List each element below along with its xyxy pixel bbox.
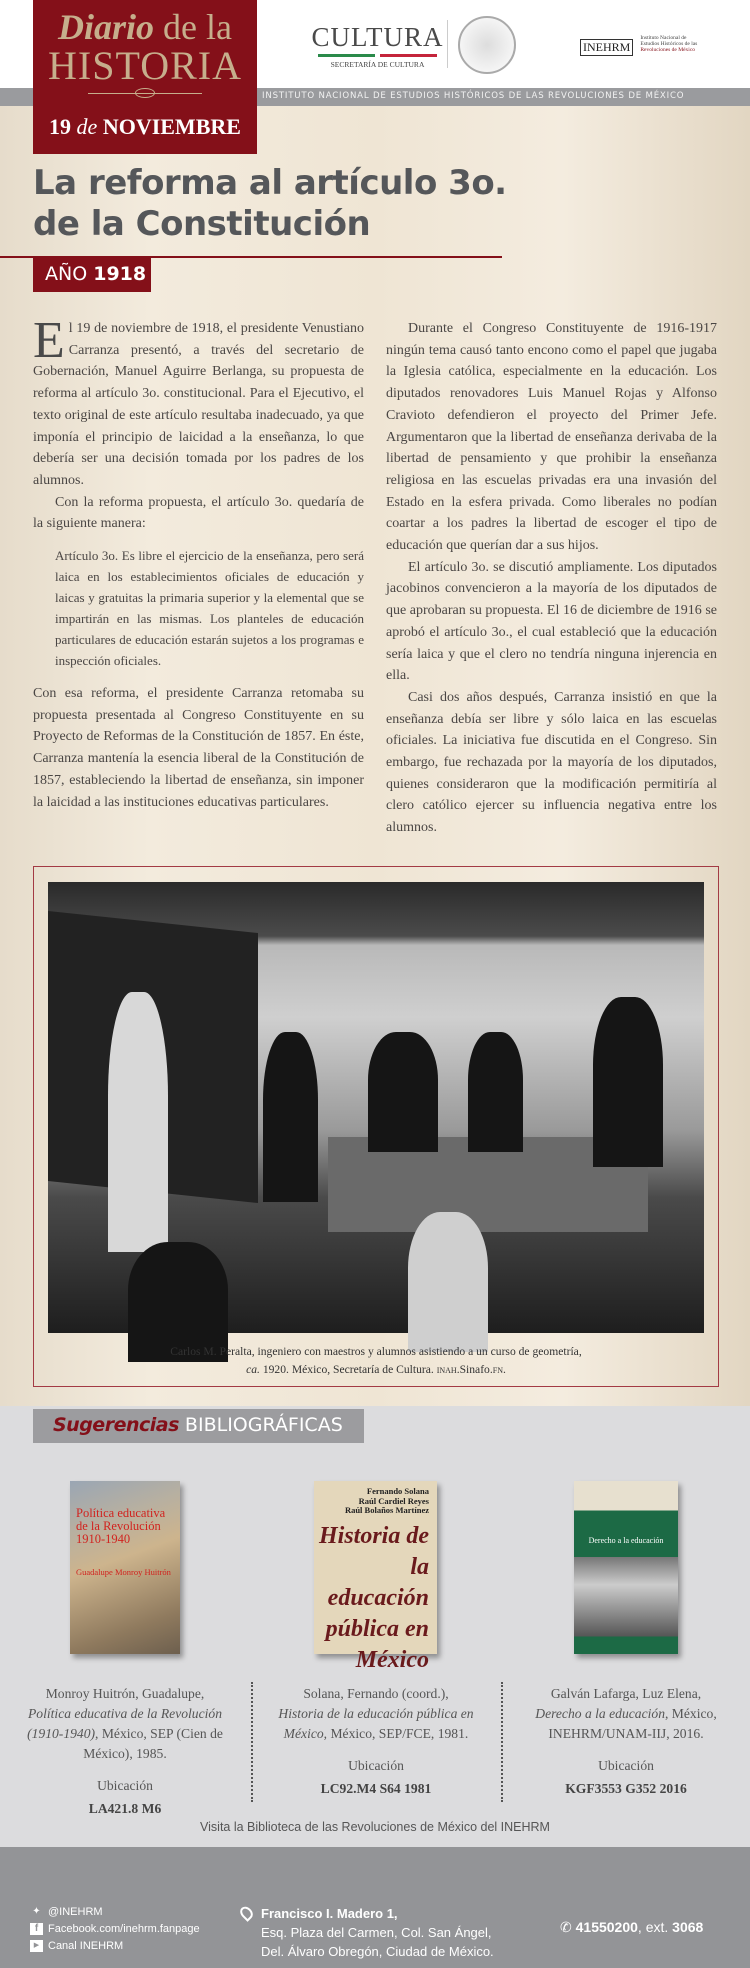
paragraph: Casi dos años después, Carranza insistió en que la enseñanza debía ser libre y sólo laica en las escuelas oficiales. La iniciativa fue discutida en el Congreso. Sin embargo, fue rechazada por la mayoría de los diputados, quienes consideraron que la modificación permitiría al clero católico ejercer su influencia negativa entre los alumnos.	[386, 689, 717, 836]
article-title: La reforma al artículo 3o. de la Constitución	[33, 163, 507, 244]
year-badge: AÑO 1918	[33, 258, 151, 292]
paragraph: Con la reforma propuesta, el artículo 3o. quedaría de la siguiente manera:	[33, 494, 364, 532]
national-seal-icon	[458, 16, 516, 74]
bibliography-section	[0, 1406, 750, 1847]
book-cover[interactable]: Política educativa de la Revolución 1910-1940 Guadalupe Monroy Huitrón	[70, 1481, 180, 1654]
institute-band: INSTITUTO NACIONAL DE ESTUDIOS HISTÓRICOS DE LAS REVOLUCIONES DE MÉXICO	[0, 88, 750, 106]
book-citation: Galván Lafarga, Luz Elena, Derecho a la educación, México, INEHRM/UNAM-IIJ, 2016. Ubicación KGF3553 G352 2016	[535, 1686, 717, 1796]
divider	[251, 1682, 253, 1802]
facebook-link[interactable]: f Facebook.com/inehrm.fanpage	[30, 1921, 200, 1938]
youtube-icon: ▶	[30, 1940, 43, 1952]
paragraph: El 19 de noviembre de 1918, el presidente Venustiano Carranza presentó, a través del secretario de Gobernación, Manuel Aguirre Berlanga, su propuesta de reforma al artículo 3o. constitucional. Para el Ejecutivo, el texto original de este artículo resultaba inadecuado, ya que imponía el principio de laicidad a la enseñanza, lo que debería ser una decisión tomada por los padres de los alumnos.	[33, 312, 364, 488]
book-cover[interactable]: Derecho a la educación	[574, 1481, 678, 1654]
masthead: Diario de la HISTORIA 19 de NOVIEMBRE	[33, 0, 257, 154]
phone-icon: ✆	[560, 1919, 576, 1935]
phone: ✆ 41550200, ext. 3068	[560, 1919, 704, 1935]
paragraph: El artículo 3o. se discutió ampliamente. Los diputados jacobinos convencieron a la mayoría de los diputados de que aprobaran su propuesta. El 16 de diciembre de 1916 se aprobó el artículo 3o., el cual estableció que la educación sería laica y que el clero no tendría ninguna injerencia en ella.	[386, 559, 717, 684]
photo-caption: Carlos M. Peralta, ingeniero con maestros y alumnos asistiendo a un curso de geometría, ca. 1920. México, Secretaría de Cultura. inah.Sinafo.fn.	[170, 1345, 582, 1376]
youtube-link[interactable]: ▶ Canal INEHRM	[30, 1938, 200, 1955]
cultura-logo[interactable]: CULTURA SECRETARÍA DE CULTURA	[311, 22, 444, 69]
book-citation: Monroy Huitrón, Guadalupe, Política educativa de la Revolución (1910-1940), México, SEP (Cien de México), 1985. Ubicación LA421.8 M6	[27, 1686, 223, 1816]
divider	[501, 1682, 503, 1802]
historical-photo	[48, 882, 704, 1333]
logo-divider	[447, 20, 448, 68]
article-column-left	[33, 312, 364, 813]
date: 19 de NOVIEMBRE	[49, 114, 241, 139]
photo-frame	[33, 866, 719, 1387]
quote: Artículo 3o. Es libre el ejercicio de la enseñanza, pero será laica en los establecimientos oficiales de educación y laicas y gratuitas la primaria superior y la elemental que se impartirán en las mismas. Los planteles de educación particulares de educación estarán sujetos a los programas e inspección oficiales.	[55, 548, 364, 669]
flag-bar	[318, 54, 437, 57]
twitter-link[interactable]: ✦ @INEHRM	[30, 1904, 200, 1921]
twitter-icon: ✦	[32, 1906, 41, 1918]
paragraph: Durante el Congreso Constituyente de 1916-1917 ningún tema causó tanto encono como el papel que jugaba la Iglesia católica, especialmente en la educación. Los diputados renovadores Luis Manuel Rojas y Alfonso Cravioto defendieron el proyecto del Primer Jefe. Argumentaron que la libertad de enseñanza derivaba de la libertad de pensamiento y que prohibir la enseñanza religiosa en las escuelas privadas era una invasión del Estado en la esfera privada. Como liberales no podían coartar a los padres la libertad de escoger el tipo de educación que querían dar a sus hijos.	[386, 321, 717, 554]
library-link[interactable]: Visita la Biblioteca de las Revoluciones de México del INEHRM	[200, 1820, 550, 1834]
location-pin-icon	[238, 1904, 256, 1922]
footer	[0, 1847, 750, 1968]
ornament-icon	[88, 93, 202, 94]
book-citation: Solana, Fernando (coord.), Historia de la educación pública en México, México, SEP/FCE, 1981. Ubicación LC92.M4 S64 1981	[278, 1686, 474, 1796]
social-links	[30, 1904, 200, 1955]
paragraph: Con esa reforma, el presidente Carranza retomaba su propuesta presentada al Congreso Constituyente en su Proyecto de Reformas de la Constitución de 1857. En éste, Carranza mantenía la esencia liberal de la Constitución de 1857, estableciendo la libertad de enseñanza, sin imponer la laicidad a las instituciones educativas particulares.	[33, 686, 364, 810]
section-heading: Sugerencias BIBLIOGRÁFICAS	[33, 1409, 364, 1443]
facebook-icon: f	[30, 1923, 43, 1935]
address: Francisco I. Madero 1, Esq. Plaza del Carmen, Col. San Ángel, Del. Álvaro Obregón, Ciudad de México.	[241, 1904, 494, 1961]
inehrm-logo[interactable]: INEHRM Instituto Nacional de Estudios Históricos de las Revoluciones de México	[580, 35, 697, 53]
article-column-right	[386, 318, 717, 839]
book-cover[interactable]: Fernando Solana Raúl Cardiel Reyes Raúl Bolaños Martínez Historia de la educación pública en México	[314, 1481, 437, 1654]
drop-cap: E	[33, 312, 65, 369]
